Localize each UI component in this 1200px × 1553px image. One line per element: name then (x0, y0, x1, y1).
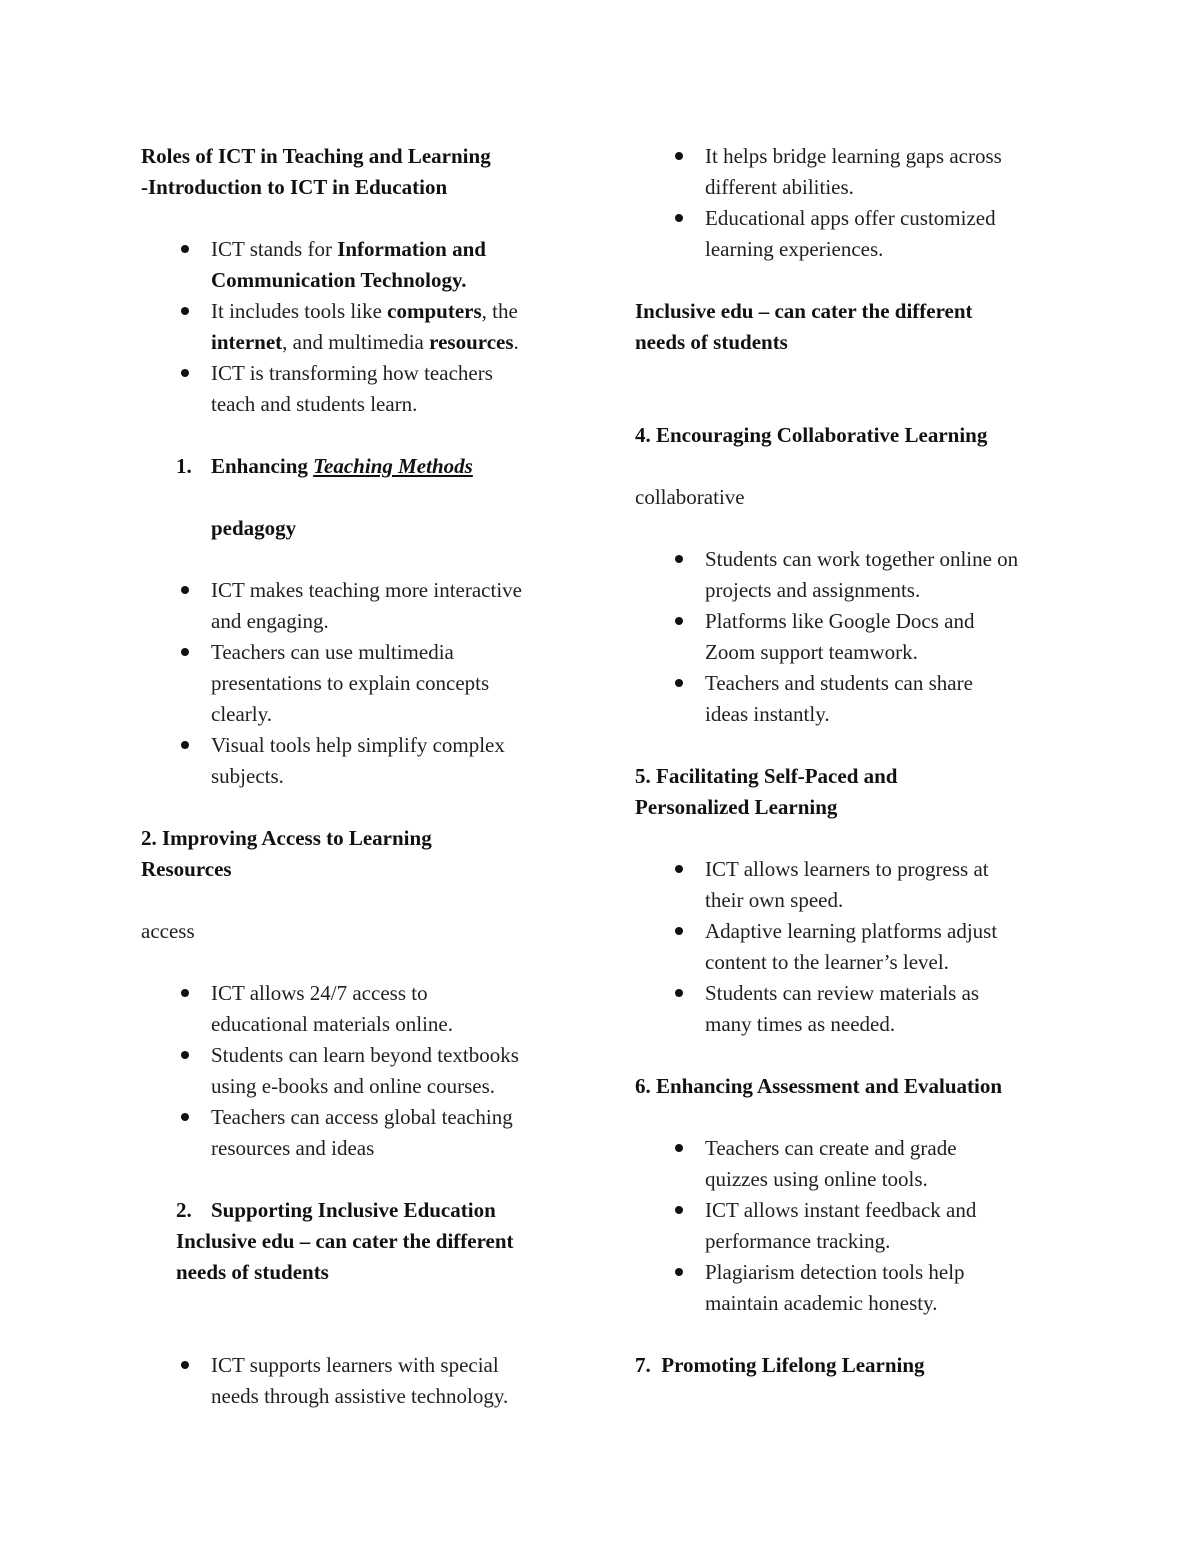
list-item: It includes tools like computers, the internet, and multimedia resources. (141, 296, 571, 358)
list-item: Teachers can use multimedia presentations to explain concepts clearly. (141, 637, 571, 730)
list-item: Educational apps offer customized learning experiences. (635, 203, 1065, 265)
left-column (141, 141, 571, 1412)
section-4-subheading: collaborative (635, 485, 745, 509)
section-1-subheading: pedagogy (211, 516, 297, 540)
list-item: ICT allows 24/7 access to educational materials online. (141, 978, 571, 1040)
right-column (635, 141, 1065, 1381)
intro-bullet-list (141, 234, 571, 420)
section-3-heading: 2. Supporting Inclusive Education (176, 1198, 496, 1222)
list-item: ICT allows learners to progress at their own speed. (635, 854, 1065, 916)
list-item: ICT supports learners with special needs through assistive technology. (141, 1350, 571, 1412)
section-2-bullet-list (141, 978, 571, 1164)
inclusive-note: Inclusive edu – can cater the different (635, 299, 973, 323)
document-subtitle: -Introduction to ICT in Education (141, 175, 448, 199)
list-item: Platforms like Google Docs and Zoom support teamwork. (635, 606, 1065, 668)
section-4-bullet-list (635, 544, 1065, 730)
section-1-heading: 1. Enhancing Teaching Methods (176, 454, 473, 478)
section-6-heading: 6. Enhancing Assessment and Evaluation (635, 1074, 1003, 1098)
list-item: Teachers can create and grade quizzes using online tools. (635, 1133, 1065, 1195)
list-item: ICT allows instant feedback and performance tracking. (635, 1195, 1065, 1257)
list-item: Teachers can access global teaching resources and ideas (141, 1102, 571, 1164)
continued-bullet-list (635, 141, 1065, 265)
section-2-heading-cont: Resources (141, 857, 232, 881)
list-item: ICT is transforming how teachers teach and students learn. (141, 358, 571, 420)
list-item: Teachers and students can share ideas instantly. (635, 668, 1065, 730)
list-item: Students can learn beyond textbooks using e-books and online courses. (141, 1040, 571, 1102)
list-item: Students can review materials as many times as needed. (635, 978, 1065, 1040)
section-5-heading: 5. Facilitating Self-Paced and (635, 764, 898, 788)
document-title: Roles of ICT in Teaching and Learning (141, 144, 491, 168)
section-5-bullet-list (635, 854, 1065, 1040)
section-4-heading: 4. Encouraging Collaborative Learning (635, 423, 988, 447)
section-5-heading-cont: Personalized Learning (635, 795, 838, 819)
list-item: Plagiarism detection tools help maintain academic honesty. (635, 1257, 1065, 1319)
section-2-heading: 2. Improving Access to Learning (141, 826, 432, 850)
section-3-note: Inclusive edu – can cater the different (176, 1229, 514, 1253)
section-2-subheading: access (141, 919, 195, 943)
section-7-heading: 7. Promoting Lifelong Learning (635, 1353, 925, 1377)
list-item: Students can work together online on projects and assignments. (635, 544, 1065, 606)
list-item: ICT stands for Information and Communication Technology. (141, 234, 571, 296)
list-item: Visual tools help simplify complex subjects. (141, 730, 571, 792)
section-1-bullet-list (141, 575, 571, 792)
inclusive-note-cont: needs of students (635, 330, 788, 354)
list-item: ICT makes teaching more interactive and engaging. (141, 575, 571, 637)
list-item: It helps bridge learning gaps across different abilities. (635, 141, 1065, 203)
teaching-methods-link[interactable]: Teaching Methods (313, 454, 473, 478)
section-3-note-cont: needs of students (176, 1260, 329, 1284)
list-item: Adaptive learning platforms adjust content to the learner’s level. (635, 916, 1065, 978)
section-6-bullet-list (635, 1133, 1065, 1319)
section-3-bullet-list (141, 1350, 571, 1412)
